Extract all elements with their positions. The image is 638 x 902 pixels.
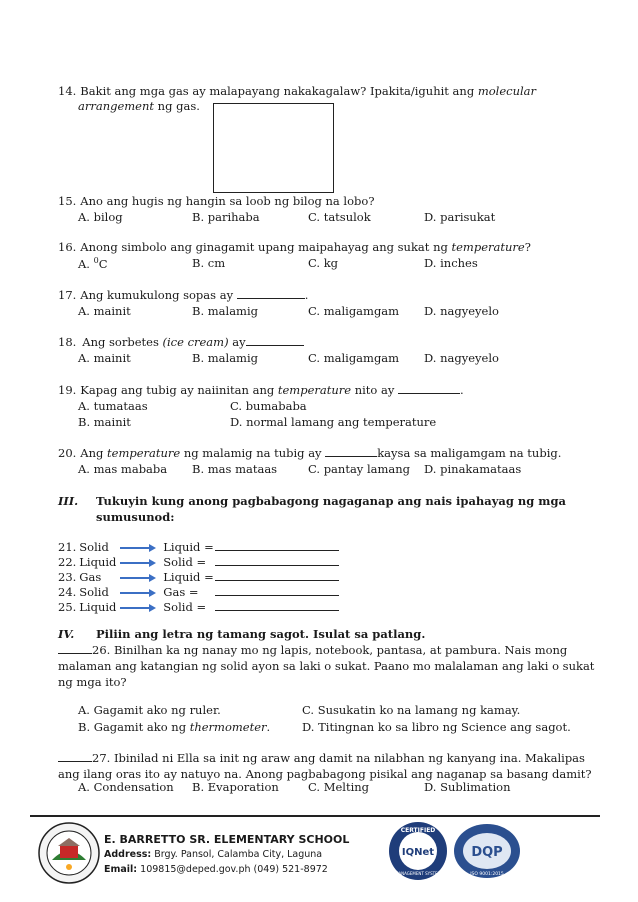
state-to: Liquid = [163,570,214,584]
option-c[interactable]: C. Melting [308,780,370,794]
option-a[interactable] [78,256,108,271]
item-number: 25. [58,600,77,614]
question-text: Kapag ang tubig ay naiinitan ang [80,383,278,397]
matching-item [58,600,339,614]
school-name: E. BARRETTO SR. ELEMENTARY SCHOOL [104,833,350,846]
question-14-line2 [78,99,200,113]
option-b[interactable] [78,720,270,734]
question-text: ay [228,335,246,349]
question-text-emphasis: (ice cream) [162,335,229,349]
question-18 [58,335,304,349]
option-c[interactable]: C. kg [308,256,339,270]
section-number: III. [58,494,79,508]
option-d[interactable]: D. nagyeyelo [424,351,499,365]
school-address [104,849,322,860]
question-number: 20. [58,446,77,460]
question-16 [58,240,531,254]
question-26 [58,643,567,657]
option-d[interactable]: D. Sublimation [424,780,511,794]
svg-text:DQP: DQP [471,845,503,860]
option-label: A. [78,256,94,271]
question-27-line2: ang ilang oras ito ay natuyo na. Anong pagbabagong pisikal ang naganap sa basang damit? [58,767,592,781]
answer-blank[interactable] [58,760,92,762]
svg-text:ISO 9001:2015: ISO 9001:2015 [470,872,504,877]
option-c[interactable]: C. maligamgam [308,351,400,365]
school-seal-icon [38,822,100,884]
item-number: 24. [58,585,77,599]
question-text-emphasis: temperature [451,240,525,254]
question-text: 26. Binilhan ka ng nanay mo ng lapis, notebook, pantasa, at pambura. Nais mong [92,643,568,657]
answer-blank[interactable] [215,549,339,551]
question-number: 15. [58,194,77,208]
degree-superscript: 0 [93,256,99,265]
question-text: nito ay [351,383,399,397]
state-to: Solid = [163,555,207,569]
question-text: Ang [80,446,108,460]
option-d[interactable]: D. parisukat [424,210,496,224]
school-email [104,864,328,875]
question-text: . [304,288,309,302]
question-text-emphasis: molecular [477,84,537,98]
question-15 [58,194,374,208]
svg-text:CERTIFIED: CERTIFIED [400,827,436,834]
state-from: Solid [79,585,109,599]
matching-item [58,555,339,569]
section-4-number [58,627,74,641]
question-text: kaysa sa maligamgam na tubig. [377,446,562,460]
answer-blank[interactable] [237,297,305,299]
question-number: 14. [58,84,77,98]
question-text: Bakit ang mga gas ay malapayang nakakagalaw? Ipakita/iguhit ang [80,84,478,98]
question-26-line3: ng mga ito? [58,675,127,689]
question-text: ng gas. [154,99,200,113]
state-from: Liquid [79,600,117,614]
right-arrow-icon [119,543,157,553]
state-from: Liquid [79,555,117,569]
question-number: 18. [58,335,77,349]
option-d[interactable]: D. nagyeyelo [424,304,499,318]
question-text: Anong simbolo ang ginagamit upang maipahayag ang sukat ng [80,240,452,254]
question-20 [58,446,561,460]
state-from: Solid [79,540,109,554]
question-text: ? [524,240,531,254]
iqnet-certified-logo [388,820,448,882]
question-26-line2: malaman ang katangian ng solid ayon sa laki o sukat. Paano mo malalaman ang laki o sukat [58,659,595,673]
option-a[interactable]: A. Condensation [78,780,174,794]
answer-blank[interactable] [215,579,339,581]
item-number: 22. [58,555,77,569]
item-number: 21. [58,540,77,554]
option-c[interactable]: C. Susukatin ko na lamang ng kamay. [302,703,521,717]
state-from: Gas [79,570,102,584]
right-arrow-icon [119,588,157,598]
matching-item [58,585,339,599]
right-arrow-icon [119,573,157,583]
question-text: ng malamig na tubig ay [180,446,326,460]
option-b[interactable]: B. Evaporation [192,780,279,794]
option-text: C [98,256,108,271]
option-c[interactable]: C. maligamgam [308,304,400,318]
question-text: 27. Ibinilad ni Ella sa init ng araw ang damit na nilabhan ng kanyang ina. Makalipas [92,751,585,765]
option-c[interactable]: C. pantay lamang [308,462,411,476]
section-3-title-line2: sumusunod: [96,510,175,524]
option-a[interactable]: A. mainit [78,304,131,318]
item-number: 23. [58,570,77,584]
answer-blank[interactable] [58,652,92,654]
option-a[interactable]: A. tumataas [78,399,148,413]
email-text: 109815@deped.gov.ph (049) 521-8972 [137,864,328,875]
option-text: B. Gagamit ako ng [78,720,190,734]
option-a[interactable]: A. mainit [78,351,131,365]
section-4-title: Piliin ang letra ng tamang sagot. Isulat sa patlang. [96,627,426,641]
option-d[interactable]: D. inches [424,256,478,270]
question-17 [58,288,308,302]
option-d[interactable]: D. Titingnan ko sa libro ng Science ang sagot. [302,720,571,734]
section-3-number [58,494,78,508]
answer-blank[interactable] [215,609,339,611]
svg-text:IQNet: IQNet [401,847,435,858]
footer-divider [30,815,600,817]
question-number: 19. [58,383,77,397]
answer-blank[interactable] [398,392,460,394]
question-number: 17. [58,288,77,302]
option-b[interactable]: B. mas mataas [192,462,278,476]
question-text: Ang sorbetes [82,335,163,349]
option-b[interactable]: B. parihaba [192,210,260,224]
state-to: Solid = [163,600,207,614]
state-to: Liquid = [163,540,214,554]
right-arrow-icon [119,558,157,568]
drawing-answer-box[interactable] [213,103,334,193]
question-14 [58,84,536,98]
matching-item [58,540,339,554]
question-number: 16. [58,240,77,254]
option-text: . [266,720,271,734]
svg-text:MANAGEMENT SYSTEM: MANAGEMENT SYSTEM [394,871,442,876]
question-text-emphasis: arrangement [78,99,155,113]
answer-blank[interactable] [246,344,304,346]
option-b[interactable]: B. mainit [78,415,131,429]
section-3-title: Tukuyin kung anong pagbabagong nagaganap ang nais ipahayag ng mga [96,494,566,508]
state-to: Gas = [163,585,199,599]
option-c[interactable]: C. tatsulok [308,210,371,224]
section-number: IV. [58,627,75,641]
answer-blank[interactable] [215,594,339,596]
matching-item [58,570,339,584]
question-text: Ano ang hugis ng hangin sa loob ng bilog na lobo? [80,194,375,208]
answer-blank[interactable] [215,564,339,566]
question-19 [58,383,464,397]
address-text: Brgy. Pansol, Calamba City, Laguna [151,849,323,860]
option-a[interactable]: A. bilog [78,210,123,224]
dqp-iso-logo [452,822,522,880]
option-d[interactable]: D. pinakamataas [424,462,522,476]
question-text-emphasis: temperature [277,383,352,397]
option-d[interactable]: D. normal lamang ang temperature [230,415,437,429]
question-text: . [460,383,464,397]
question-text: Ang kumukulong sopas ay [80,288,237,302]
question-27 [58,751,585,765]
option-a[interactable]: A. mas mababa [78,462,168,476]
address-label: Address: [104,849,152,860]
option-a[interactable]: A. Gagamit ako ng ruler. [78,703,221,717]
option-b[interactable]: B. malamig [192,351,259,365]
option-b[interactable]: B. cm [192,256,226,270]
question-text-emphasis: temperature [107,446,181,460]
answer-blank[interactable] [325,455,377,457]
option-text-emphasis: thermometer [189,720,267,734]
option-c[interactable]: C. bumababa [230,399,307,413]
email-label: Email: [104,864,138,875]
right-arrow-icon [119,603,157,613]
option-b[interactable]: B. malamig [192,304,259,318]
